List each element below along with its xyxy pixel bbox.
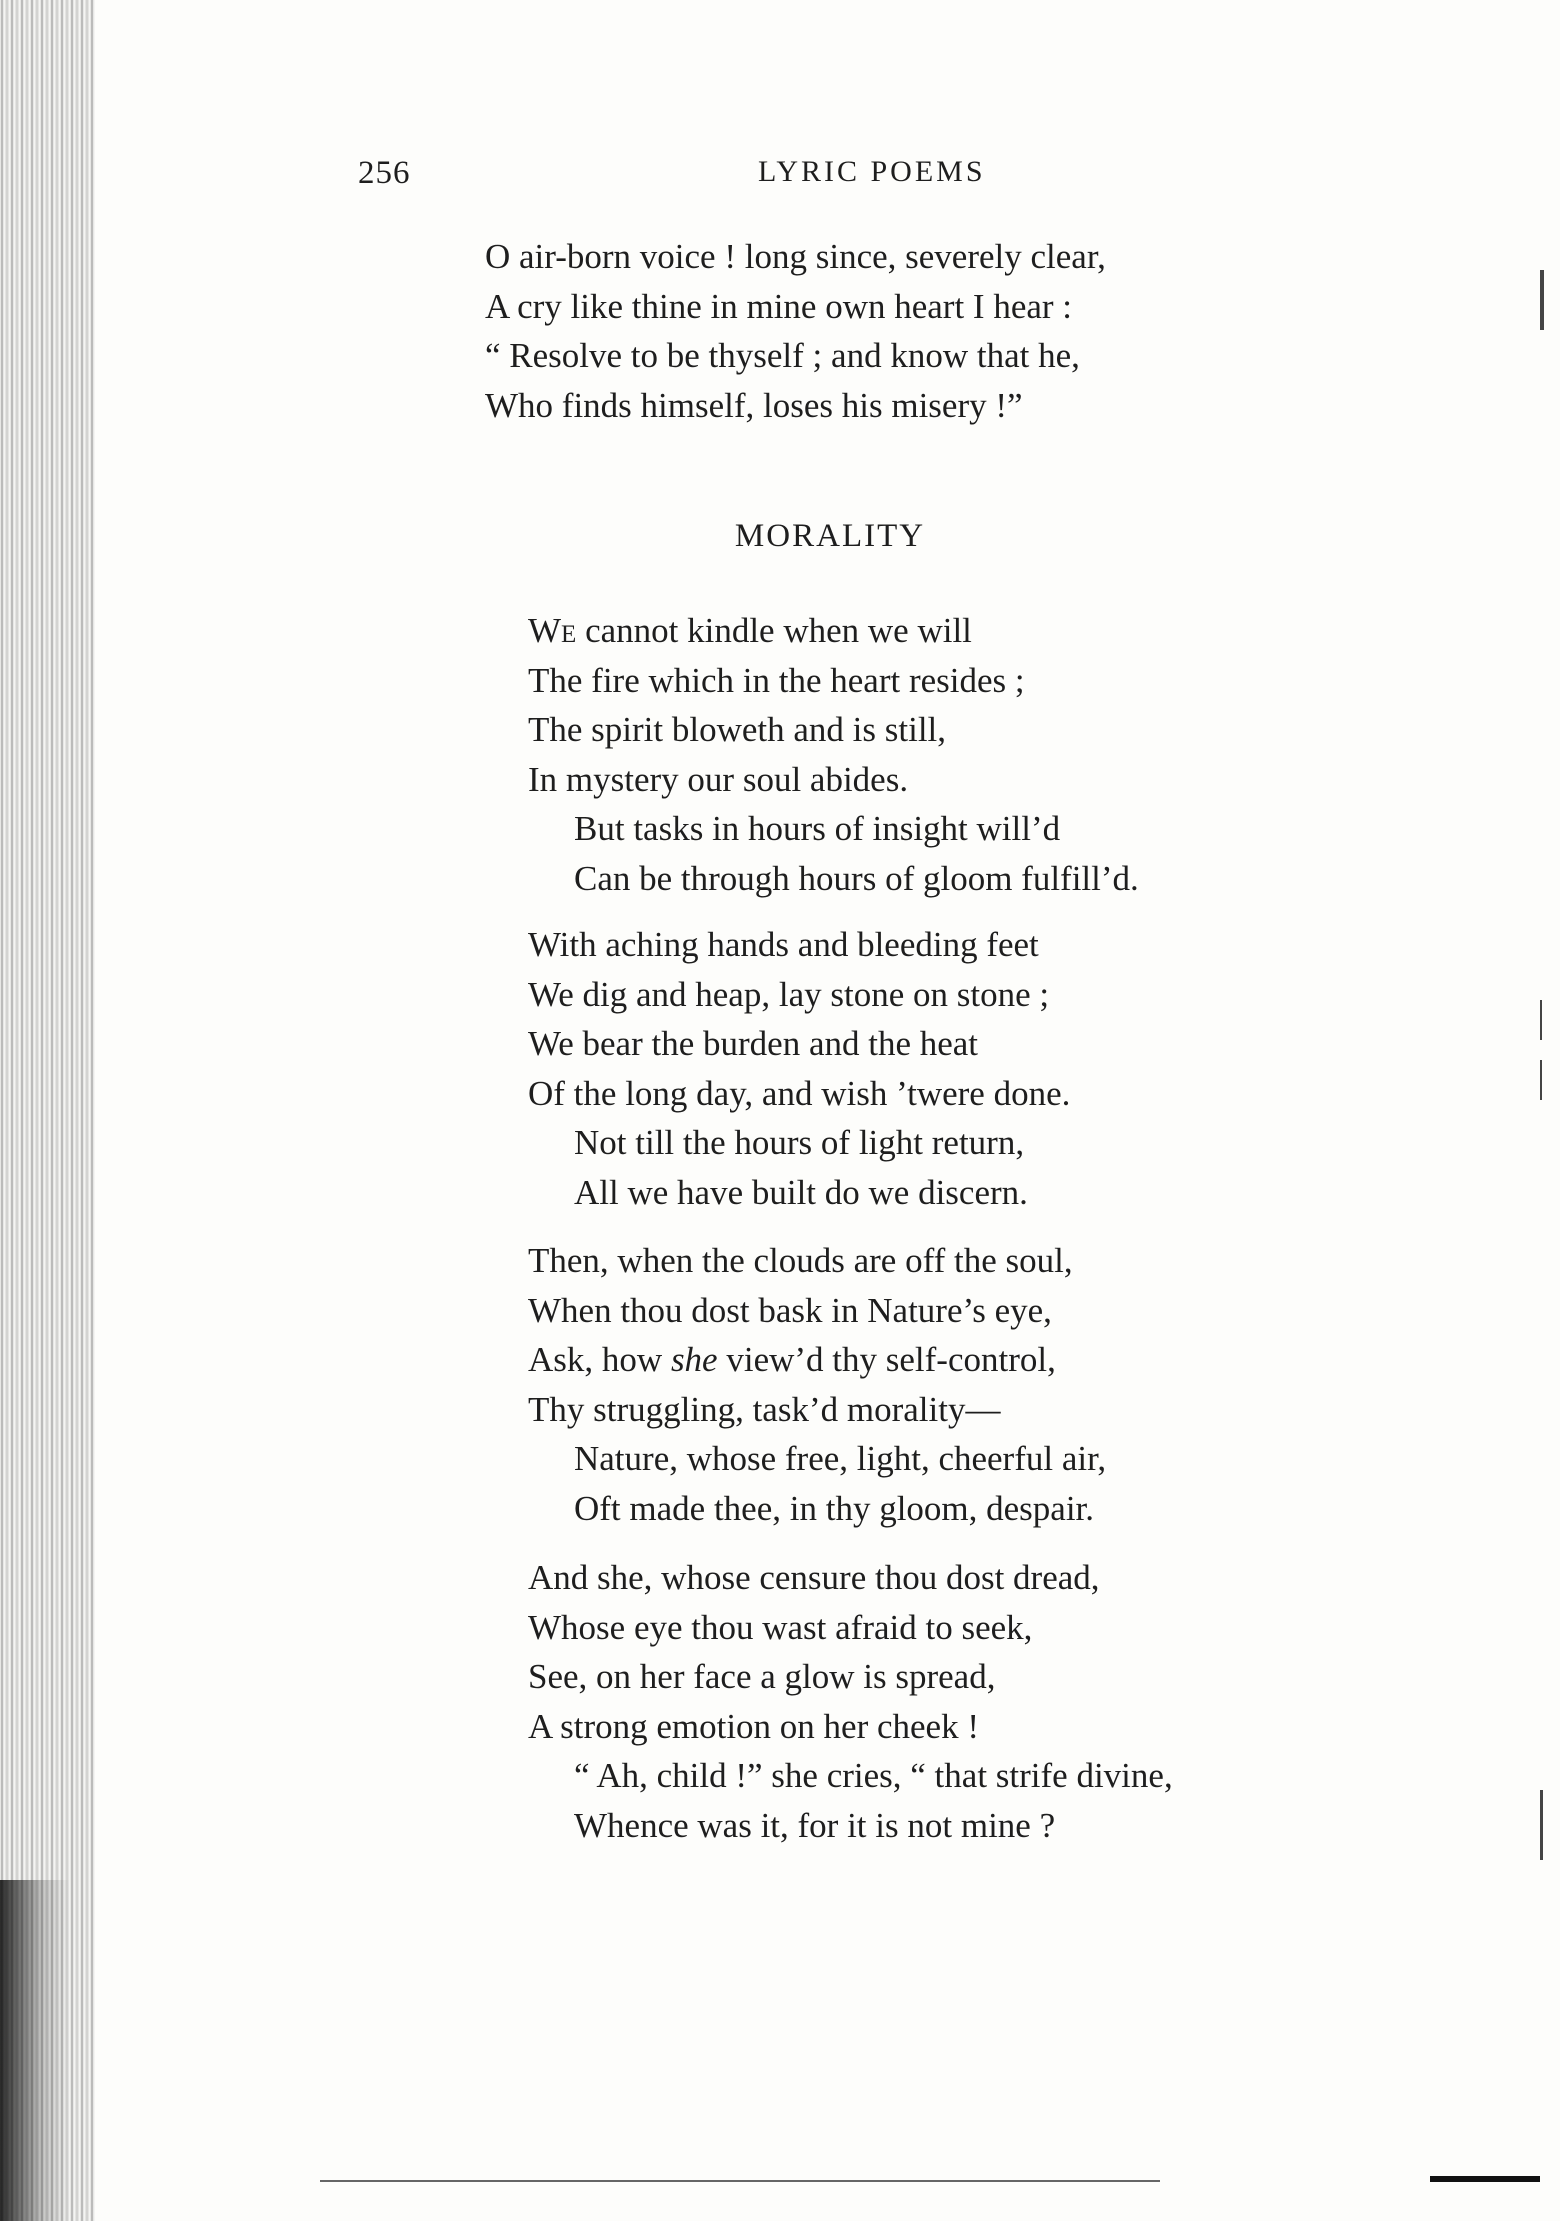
italic-word: she: [670, 1340, 718, 1379]
verse-line: All we have built do we discern.: [574, 1172, 1028, 1212]
verse-line: Whose eye thou wast afraid to seek,: [528, 1607, 1033, 1647]
opening-stanza: [485, 232, 1106, 430]
verse-line: In mystery our soul abides.: [528, 759, 909, 799]
verse-line: With aching hands and bleeding feet: [528, 925, 1039, 964]
verse-line: Thy struggling, task’d morality—: [528, 1389, 1001, 1429]
scan-mark: [1540, 1060, 1542, 1100]
verse-line: “ Ah, child !” she cries, “ that strife divine,: [574, 1756, 1173, 1795]
verse-line-part: Ask, how: [528, 1340, 671, 1379]
verse-line: “ Resolve to be thyself ; and know that he,: [485, 336, 1080, 375]
verse-line: Then, when the clouds are off the soul,: [528, 1241, 1073, 1280]
verse-line-part: view’d thy self-control,: [717, 1340, 1056, 1379]
poem-title: MORALITY: [734, 518, 926, 554]
verse-line: When thou dost bask in Nature’s eye,: [528, 1290, 1052, 1330]
verse-line: See, on her face a glow is spread,: [528, 1657, 996, 1696]
verse-line: [528, 606, 1139, 656]
scan-mark: [1540, 1790, 1543, 1860]
running-head: LYRIC POEMS: [758, 155, 986, 188]
verse-line-rest: cannot kindle when we will: [576, 611, 972, 650]
verse-line: And she, whose censure thou dost dread,: [528, 1558, 1100, 1597]
verse-line: A cry like thine in mine own heart I hear :: [485, 286, 1073, 326]
verse-line: [528, 1335, 1106, 1385]
verse-line: We bear the burden and the heat: [528, 1024, 979, 1063]
verse-line: Nature, whose free, light, cheerful air,: [574, 1439, 1107, 1478]
stanza-2: [528, 920, 1070, 1217]
verse-line: Not till the hours of light return,: [574, 1123, 1025, 1162]
page-number: 256: [358, 155, 411, 191]
page-header: [0, 155, 1560, 205]
verse-line: Who finds himself, loses his misery !”: [485, 385, 1023, 425]
binding-shadow: [0, 1880, 70, 2221]
verse-line: Whence was it, for it is not mine ?: [574, 1805, 1056, 1845]
initial-word: We: [528, 611, 577, 650]
stanza-4: [528, 1553, 1173, 1850]
stanza-3: [528, 1236, 1106, 1533]
bottom-rule: [320, 2180, 1160, 2182]
verse-line: Oft made thee, in thy gloom, despair.: [574, 1488, 1095, 1528]
verse-line: But tasks in hours of insight will’d: [574, 809, 1061, 848]
verse-line: We dig and heap, lay stone on stone ;: [528, 974, 1050, 1014]
verse-line: Can be through hours of gloom fulfill’d.: [574, 858, 1139, 898]
stanza-1: [528, 606, 1139, 903]
verse-line: O air-born voice ! long since, severely clear,: [485, 237, 1106, 276]
verse-line: A strong emotion on her cheek !: [528, 1706, 980, 1746]
verse-line: The fire which in the heart resides ;: [528, 660, 1025, 700]
verse-line: The spirit bloweth and is still,: [528, 710, 947, 749]
scan-mark: [1540, 270, 1544, 330]
verse-line: Of the long day, and wish ’twere done.: [528, 1073, 1071, 1113]
scan-mark: [1540, 1000, 1542, 1040]
bottom-rule-mark: [1430, 2176, 1540, 2182]
